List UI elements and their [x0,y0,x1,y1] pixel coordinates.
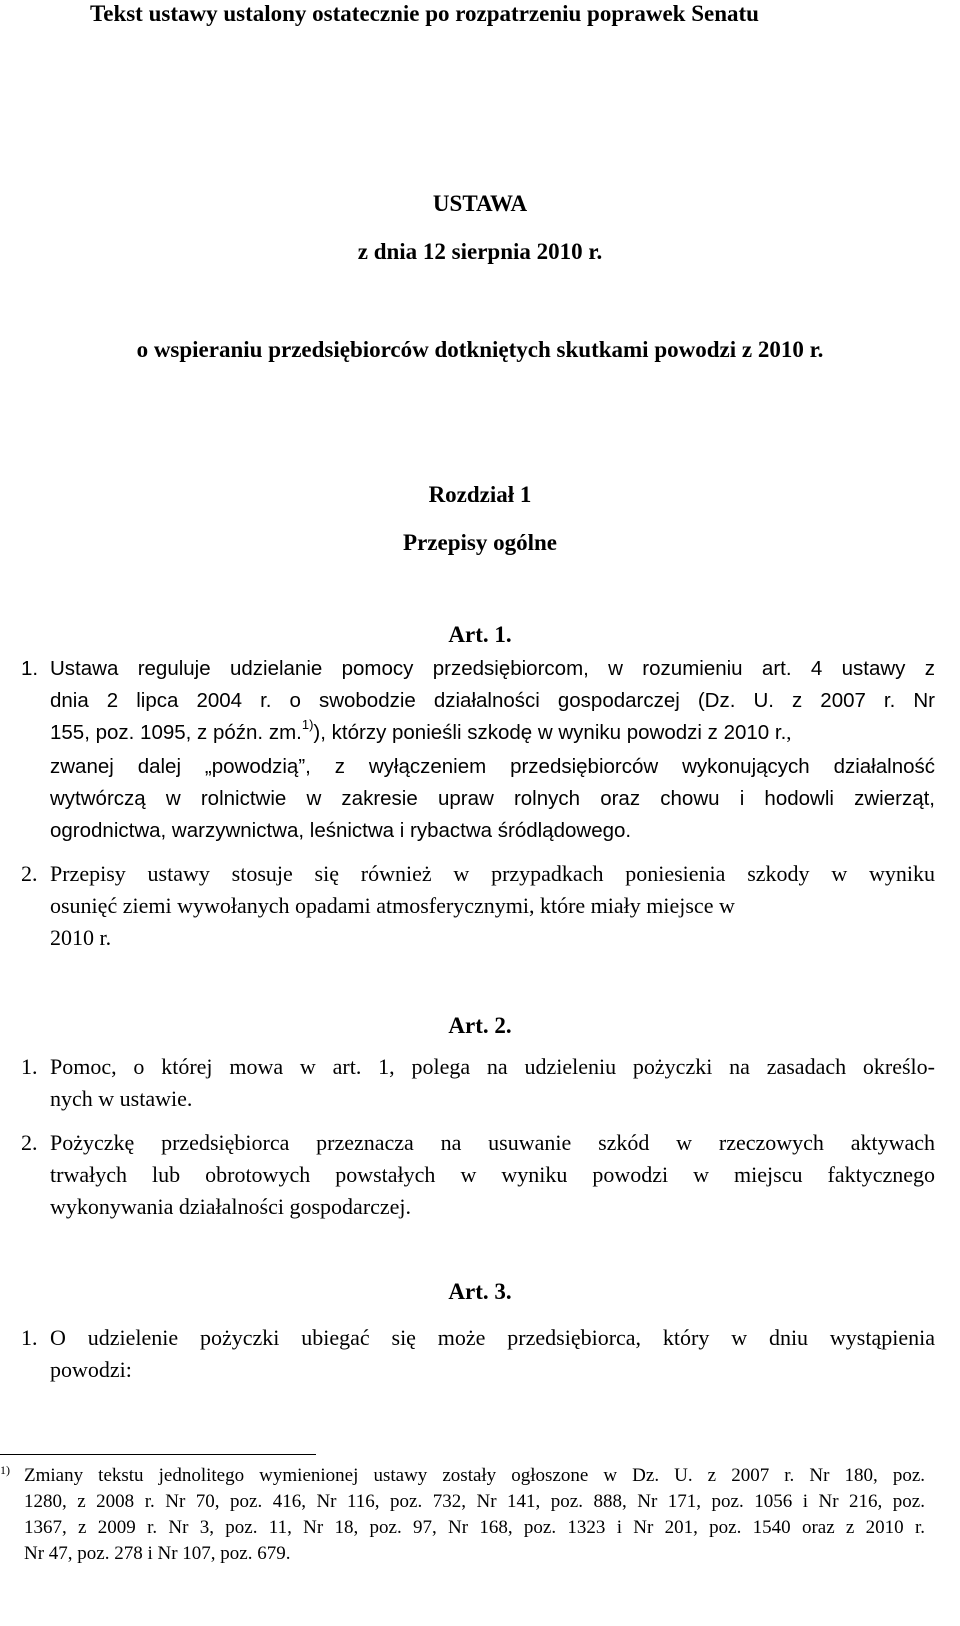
text-line: trwałych lub obrotowych powstałych w wyniku powodzi w miejscu faktycznego [50,1162,935,1187]
article-2-heading: Art. 2. [448,1013,512,1038]
footnote-mark: 1) [0,1463,10,1477]
text-segment: , [786,722,792,744]
document-status-title: Tekst ustawy ustalony ostatecznie po rozpatrzeniu poprawek Senatu [90,1,759,26]
text-line: osunięć ziemi wywołanych opadami atmosferycznymi, które miały miejsce w [50,893,735,918]
paragraph-number: 1. [21,1054,38,1079]
act-subject: o wspieraniu przedsiębiorców dotkniętych skutkami powodzi z 2010 r. [136,337,824,362]
text-line: Przepisy ustawy stosuje się również w przypadkach poniesienia szkody w wyniku [50,861,935,886]
chapter-number: Rozdział 1 [428,482,532,507]
footnote-line: Zmiany tekstu jednolitego wymienionej ustawy zostały ogłoszone w Dz. U. z 2007 r. Nr 180, poz. [24,1465,925,1486]
article-3-paragraph-1 [21,1322,935,1386]
footnote-line: 1280, z 2008 r. Nr 70, poz. 416, Nr 116, poz. 732, Nr 141, poz. 888, Nr 171, poz. 1056 i Nr 216, poz. [24,1491,925,1512]
text-line: zwanej dalej „powodzią”, z wyłączeniem przedsiębiorców wykonujących działalność [50,755,935,778]
text-line: wykonywania działalności gospodarczej. [50,1194,412,1219]
footnote-reference: 1) [301,717,314,732]
article-2-paragraph-2 [21,1127,935,1223]
text-line: Pożyczkę przedsiębiorca przeznacza na usuwanie szkód w rzeczowych aktywach [50,1130,935,1155]
article-2-paragraph-1 [21,1051,935,1115]
article-1-heading: Art. 1. [448,622,512,647]
act-date: z dnia 12 sierpnia 2010 r. [357,239,603,264]
text-line: Pomoc, o której mowa w art. 1, polega na udzieleniu pożyczki na zasadach określo- [50,1054,935,1079]
text-segment: 155, poz. 1095, z późn. zm. [50,721,302,744]
paragraph-number: 2. [21,861,38,886]
article-1-paragraph-1 [21,653,935,847]
article-3-heading: Art. 3. [448,1279,512,1304]
text-line: nych w ustawie. [50,1086,193,1111]
footnote-separator [0,1454,316,1455]
footnote-line: Nr 47, poz. 278 i Nr 107, poz. 679. [24,1543,291,1564]
text-line: wytwórczą w rolnictwie w zakresie upraw rolnych oraz chowu i hodowli zwierząt, [50,787,935,810]
paragraph-number: 2. [21,1130,38,1155]
act-type: USTAWA [432,191,528,216]
footnote-line: 1367, z 2009 r. Nr 3, poz. 11, Nr 18, poz. 97, Nr 168, poz. 1323 i Nr 201, poz. 1540 oraz z 2010 r. [24,1517,925,1538]
chapter-title: Przepisy ogólne [403,530,557,555]
text-line: Ustawa reguluje udzielanie pomocy przedsiębiorcom, w rozumieniu art. 4 ustawy z [50,657,935,680]
paragraph-number: 1. [21,657,39,680]
paragraph-number: 1. [21,1325,38,1350]
article-1-paragraph-2 [21,858,935,954]
text-line: O udzielenie pożyczki ubiegać się może przedsiębiorca, który w dniu wystąpienia [50,1325,935,1350]
text-line: ogrodnictwa, warzywnictwa, leśnictwa i rybactwa śródlądowego. [50,819,632,842]
text-line-with-footnote [50,717,935,751]
footnote [0,1463,925,1567]
text-line: 2010 r. [50,925,112,950]
text-line: powodzi: [50,1357,132,1382]
text-line: dnia 2 lipca 2004 r. o swobodzie działalności gospodarczej (Dz. U. z 2007 r. Nr [50,689,935,712]
text-segment: ), którzy ponieśli szkodę w wyniku powodzi z 2010 r. [313,721,787,744]
